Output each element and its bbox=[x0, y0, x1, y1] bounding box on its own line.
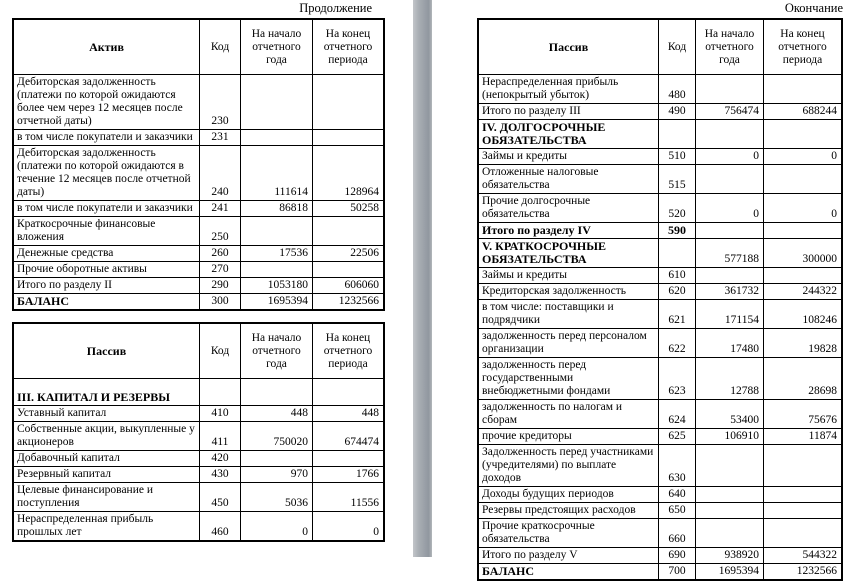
row-code-cell: 490 bbox=[659, 104, 696, 120]
row-start-value-cell: 86818 bbox=[241, 201, 313, 217]
row-label-cell: V. КРАТКОСРОЧНЫЕ ОБЯЗАТЕЛЬСТВА bbox=[478, 239, 659, 268]
table-row bbox=[13, 422, 384, 451]
row-label-cell: Прочие оборотные активы bbox=[13, 262, 200, 278]
row-label-cell: задолженность перед государственными внебюджетными фондами bbox=[478, 358, 659, 400]
table-row bbox=[13, 278, 384, 294]
row-label-cell: Задолженность перед участниками (учредителями) по выплате доходов bbox=[478, 445, 659, 487]
table-row bbox=[13, 75, 384, 130]
row-start-value-cell: 111614 bbox=[241, 146, 313, 201]
row-label-cell: Резервы предстоящих расходов bbox=[478, 503, 659, 519]
table-row bbox=[478, 194, 842, 223]
row-label-cell: Итого по разделу IV bbox=[478, 223, 659, 239]
row-code-cell: 610 bbox=[659, 268, 696, 284]
row-label-cell: в том числе: поставщики и подрядчики bbox=[478, 300, 659, 329]
table-row bbox=[13, 262, 384, 278]
row-end-value-cell: 244322 bbox=[764, 284, 843, 300]
row-start-value-cell: 106910 bbox=[696, 429, 764, 445]
row-end-value-cell: 0 bbox=[764, 194, 843, 223]
row-end-value-cell bbox=[313, 217, 385, 246]
row-end-value-cell bbox=[764, 268, 843, 284]
table-gap bbox=[0, 311, 414, 322]
row-code-cell: 515 bbox=[659, 165, 696, 194]
row-label-cell: в том числе покупатели и заказчики bbox=[13, 201, 200, 217]
row-label-cell: Собственные акции, выкупленные у акционеров bbox=[13, 422, 200, 451]
header-end-of-period: На конец отчетного периода bbox=[313, 19, 385, 75]
row-label-cell: задолженность по налогам и сборам bbox=[478, 400, 659, 429]
table-row bbox=[478, 329, 842, 358]
row-code-cell: 241 bbox=[200, 201, 241, 217]
table-row bbox=[478, 149, 842, 165]
row-start-value-cell bbox=[696, 503, 764, 519]
row-label-cell: Краткосрочные финансовые вложения bbox=[13, 217, 200, 246]
table-row bbox=[13, 201, 384, 217]
header-entity: Актив bbox=[13, 19, 200, 75]
row-label-cell: Прочие краткосрочные обязательства bbox=[478, 519, 659, 548]
row-code-cell: 411 bbox=[200, 422, 241, 451]
row-end-value-cell: 28698 bbox=[764, 358, 843, 400]
row-end-value-cell: 50258 bbox=[313, 201, 385, 217]
row-code-cell: 410 bbox=[200, 406, 241, 422]
table-row bbox=[478, 239, 842, 268]
row-start-value-cell: 5036 bbox=[241, 483, 313, 512]
row-end-value-cell: 606060 bbox=[313, 278, 385, 294]
row-label-cell: Итого по разделу V bbox=[478, 548, 659, 564]
table-row bbox=[478, 284, 842, 300]
row-start-value-cell bbox=[241, 217, 313, 246]
row-start-value-cell bbox=[696, 223, 764, 239]
row-code-cell: 690 bbox=[659, 548, 696, 564]
row-label-cell: прочие кредиторы bbox=[478, 429, 659, 445]
row-start-value-cell: 750020 bbox=[241, 422, 313, 451]
header-row bbox=[13, 19, 384, 75]
row-start-value-cell: 1695394 bbox=[696, 564, 764, 581]
row-start-value-cell: 12788 bbox=[696, 358, 764, 400]
row-code-cell: 460 bbox=[200, 512, 241, 542]
header-code: Код bbox=[659, 19, 696, 75]
row-start-value-cell bbox=[696, 165, 764, 194]
table-row bbox=[13, 451, 384, 467]
row-end-value-cell: 108246 bbox=[764, 300, 843, 329]
table-row bbox=[13, 467, 384, 483]
row-code-cell: 640 bbox=[659, 487, 696, 503]
row-label-cell: Итого по разделу III bbox=[478, 104, 659, 120]
left-page bbox=[0, 0, 414, 542]
row-code-cell: 630 bbox=[659, 445, 696, 487]
row-end-value-cell: 11874 bbox=[764, 429, 843, 445]
row-start-value-cell: 17536 bbox=[241, 246, 313, 262]
table-row bbox=[478, 75, 842, 104]
table-row bbox=[13, 406, 384, 422]
row-label-cell: Доходы будущих периодов bbox=[478, 487, 659, 503]
row-code-cell: 623 bbox=[659, 358, 696, 400]
row-label-cell: Займы и кредиты bbox=[478, 268, 659, 284]
row-end-value-cell: 22506 bbox=[313, 246, 385, 262]
row-end-value-cell: 688244 bbox=[764, 104, 843, 120]
header-entity: Пассив bbox=[13, 323, 200, 379]
assets-table bbox=[12, 18, 385, 311]
table-row bbox=[13, 130, 384, 146]
row-label-cell: БАЛАНС bbox=[478, 564, 659, 581]
row-label-cell: Прочие долгосрочные обязательства bbox=[478, 194, 659, 223]
row-start-value-cell bbox=[241, 379, 313, 406]
row-code-cell: 660 bbox=[659, 519, 696, 548]
table-row bbox=[478, 487, 842, 503]
row-end-value-cell: 1766 bbox=[313, 467, 385, 483]
table-row bbox=[13, 512, 384, 542]
row-label-cell: III. КАПИТАЛ И РЕЗЕРВЫ bbox=[13, 379, 200, 406]
row-start-value-cell bbox=[696, 519, 764, 548]
row-start-value-cell: 448 bbox=[241, 406, 313, 422]
row-end-value-cell: 128964 bbox=[313, 146, 385, 201]
page-caption-continuation: Продолжение bbox=[299, 1, 372, 15]
row-end-value-cell: 674474 bbox=[313, 422, 385, 451]
row-start-value-cell bbox=[241, 451, 313, 467]
row-end-value-cell: 544322 bbox=[764, 548, 843, 564]
row-end-value-cell bbox=[764, 223, 843, 239]
row-start-value-cell bbox=[241, 75, 313, 130]
row-label-cell: Займы и кредиты bbox=[478, 149, 659, 165]
row-code-cell bbox=[659, 120, 696, 149]
row-end-value-cell bbox=[313, 75, 385, 130]
table-row bbox=[478, 548, 842, 564]
header-code: Код bbox=[200, 19, 241, 75]
table-row bbox=[13, 246, 384, 262]
table-row bbox=[13, 217, 384, 246]
table-row bbox=[478, 503, 842, 519]
row-code-cell: 290 bbox=[200, 278, 241, 294]
row-start-value-cell: 1053180 bbox=[241, 278, 313, 294]
row-label-cell: Кредиторская задолженность bbox=[478, 284, 659, 300]
row-end-value-cell bbox=[313, 262, 385, 278]
row-code-cell: 700 bbox=[659, 564, 696, 581]
row-start-value-cell: 0 bbox=[241, 512, 313, 542]
row-label-cell: IV. ДОЛГОСРОЧНЫЕ ОБЯЗАТЕЛЬСТВА bbox=[478, 120, 659, 149]
table-row bbox=[478, 300, 842, 329]
row-code-cell: 250 bbox=[200, 217, 241, 246]
row-start-value-cell: 361732 bbox=[696, 284, 764, 300]
row-end-value-cell: 1232566 bbox=[764, 564, 843, 581]
page-divider bbox=[413, 0, 432, 557]
row-code-cell bbox=[200, 379, 241, 406]
row-start-value-cell: 970 bbox=[241, 467, 313, 483]
row-code-cell: 622 bbox=[659, 329, 696, 358]
row-end-value-cell: 0 bbox=[313, 512, 385, 542]
row-code-cell: 240 bbox=[200, 146, 241, 201]
row-code-cell: 625 bbox=[659, 429, 696, 445]
table-row bbox=[478, 445, 842, 487]
row-start-value-cell: 938920 bbox=[696, 548, 764, 564]
row-start-value-cell bbox=[696, 487, 764, 503]
row-end-value-cell bbox=[764, 165, 843, 194]
row-start-value-cell bbox=[696, 120, 764, 149]
row-code-cell: 230 bbox=[200, 75, 241, 130]
row-end-value-cell bbox=[764, 503, 843, 519]
right-page bbox=[432, 0, 849, 581]
row-end-value-cell: 75676 bbox=[764, 400, 843, 429]
row-start-value-cell: 0 bbox=[696, 194, 764, 223]
header-start-of-year: На начало отчетного года bbox=[241, 323, 313, 379]
row-code-cell: 590 bbox=[659, 223, 696, 239]
capital-reserves-table bbox=[12, 322, 385, 542]
row-label-cell: Резервный капитал bbox=[13, 467, 200, 483]
row-start-value-cell: 756474 bbox=[696, 104, 764, 120]
row-label-cell: БАЛАНС bbox=[13, 294, 200, 311]
row-label-cell: Нераспределенная прибыль (непокрытый убыток) bbox=[478, 75, 659, 104]
row-label-cell: Итого по разделу II bbox=[13, 278, 200, 294]
row-start-value-cell bbox=[696, 445, 764, 487]
row-code-cell: 624 bbox=[659, 400, 696, 429]
row-start-value-cell: 577188 bbox=[696, 239, 764, 268]
table-row bbox=[478, 564, 842, 581]
header-start-of-year: На начало отчетного года bbox=[696, 19, 764, 75]
table-row bbox=[478, 120, 842, 149]
row-label-cell: Дебиторская задолженность (платежи по которой ожидаются в течение 12 месяцев после отчетной даты) bbox=[13, 146, 200, 201]
table-row bbox=[13, 146, 384, 201]
row-end-value-cell: 19828 bbox=[764, 329, 843, 358]
row-label-cell: Добавочный капитал bbox=[13, 451, 200, 467]
row-start-value-cell bbox=[241, 130, 313, 146]
row-end-value-cell bbox=[313, 379, 385, 406]
row-code-cell: 270 bbox=[200, 262, 241, 278]
row-label-cell: Дебиторская задолженность (платежи по которой ожидаются более чем через 12 месяцев после отчетной даты) bbox=[13, 75, 200, 130]
header-row bbox=[13, 323, 384, 379]
table-row bbox=[13, 483, 384, 512]
table-row bbox=[478, 104, 842, 120]
table-row bbox=[478, 165, 842, 194]
row-end-value-cell bbox=[764, 487, 843, 503]
row-code-cell: 520 bbox=[659, 194, 696, 223]
row-code-cell bbox=[659, 239, 696, 268]
row-start-value-cell: 171154 bbox=[696, 300, 764, 329]
row-end-value-cell bbox=[764, 120, 843, 149]
row-start-value-cell: 17480 bbox=[696, 329, 764, 358]
row-code-cell: 260 bbox=[200, 246, 241, 262]
row-label-cell: Уставный капитал bbox=[13, 406, 200, 422]
row-start-value-cell bbox=[696, 75, 764, 104]
table-row bbox=[478, 519, 842, 548]
row-label-cell: Нераспределенная прибыль прошлых лет bbox=[13, 512, 200, 542]
row-end-value-cell: 0 bbox=[764, 149, 843, 165]
row-code-cell: 300 bbox=[200, 294, 241, 311]
row-code-cell: 450 bbox=[200, 483, 241, 512]
header-end-of-period: На конец отчетного периода bbox=[764, 19, 843, 75]
table-row bbox=[13, 379, 384, 406]
liabilities-table bbox=[477, 18, 843, 581]
row-end-value-cell: 1232566 bbox=[313, 294, 385, 311]
row-label-cell: в том числе покупатели и заказчики bbox=[13, 130, 200, 146]
header-end-of-period: На конец отчетного периода bbox=[313, 323, 385, 379]
page-caption-ending: Окончание bbox=[784, 1, 843, 15]
table-row bbox=[478, 429, 842, 445]
table-row bbox=[478, 400, 842, 429]
header-row bbox=[478, 19, 842, 75]
row-end-value-cell bbox=[764, 75, 843, 104]
row-code-cell: 620 bbox=[659, 284, 696, 300]
row-start-value-cell: 1695394 bbox=[241, 294, 313, 311]
row-code-cell: 510 bbox=[659, 149, 696, 165]
row-start-value-cell bbox=[241, 262, 313, 278]
row-start-value-cell bbox=[696, 268, 764, 284]
row-end-value-cell bbox=[313, 451, 385, 467]
header-entity: Пассив bbox=[478, 19, 659, 75]
header-start-of-year: На начало отчетного года bbox=[241, 19, 313, 75]
row-end-value-cell bbox=[764, 445, 843, 487]
row-code-cell: 480 bbox=[659, 75, 696, 104]
row-start-value-cell: 53400 bbox=[696, 400, 764, 429]
table-row bbox=[478, 268, 842, 284]
row-end-value-cell: 11556 bbox=[313, 483, 385, 512]
row-code-cell: 650 bbox=[659, 503, 696, 519]
header-code: Код bbox=[200, 323, 241, 379]
row-code-cell: 621 bbox=[659, 300, 696, 329]
row-end-value-cell: 448 bbox=[313, 406, 385, 422]
table-row bbox=[13, 294, 384, 311]
row-code-cell: 430 bbox=[200, 467, 241, 483]
row-end-value-cell: 300000 bbox=[764, 239, 843, 268]
row-label-cell: Целевые финансирование и поступления bbox=[13, 483, 200, 512]
table-row bbox=[478, 358, 842, 400]
row-label-cell: Отложенные налоговые обязательства bbox=[478, 165, 659, 194]
row-start-value-cell: 0 bbox=[696, 149, 764, 165]
row-end-value-cell bbox=[764, 519, 843, 548]
row-code-cell: 231 bbox=[200, 130, 241, 146]
row-label-cell: задолженность перед персоналом организации bbox=[478, 329, 659, 358]
table-row bbox=[478, 223, 842, 239]
row-end-value-cell bbox=[313, 130, 385, 146]
row-label-cell: Денежные средства bbox=[13, 246, 200, 262]
row-code-cell: 420 bbox=[200, 451, 241, 467]
